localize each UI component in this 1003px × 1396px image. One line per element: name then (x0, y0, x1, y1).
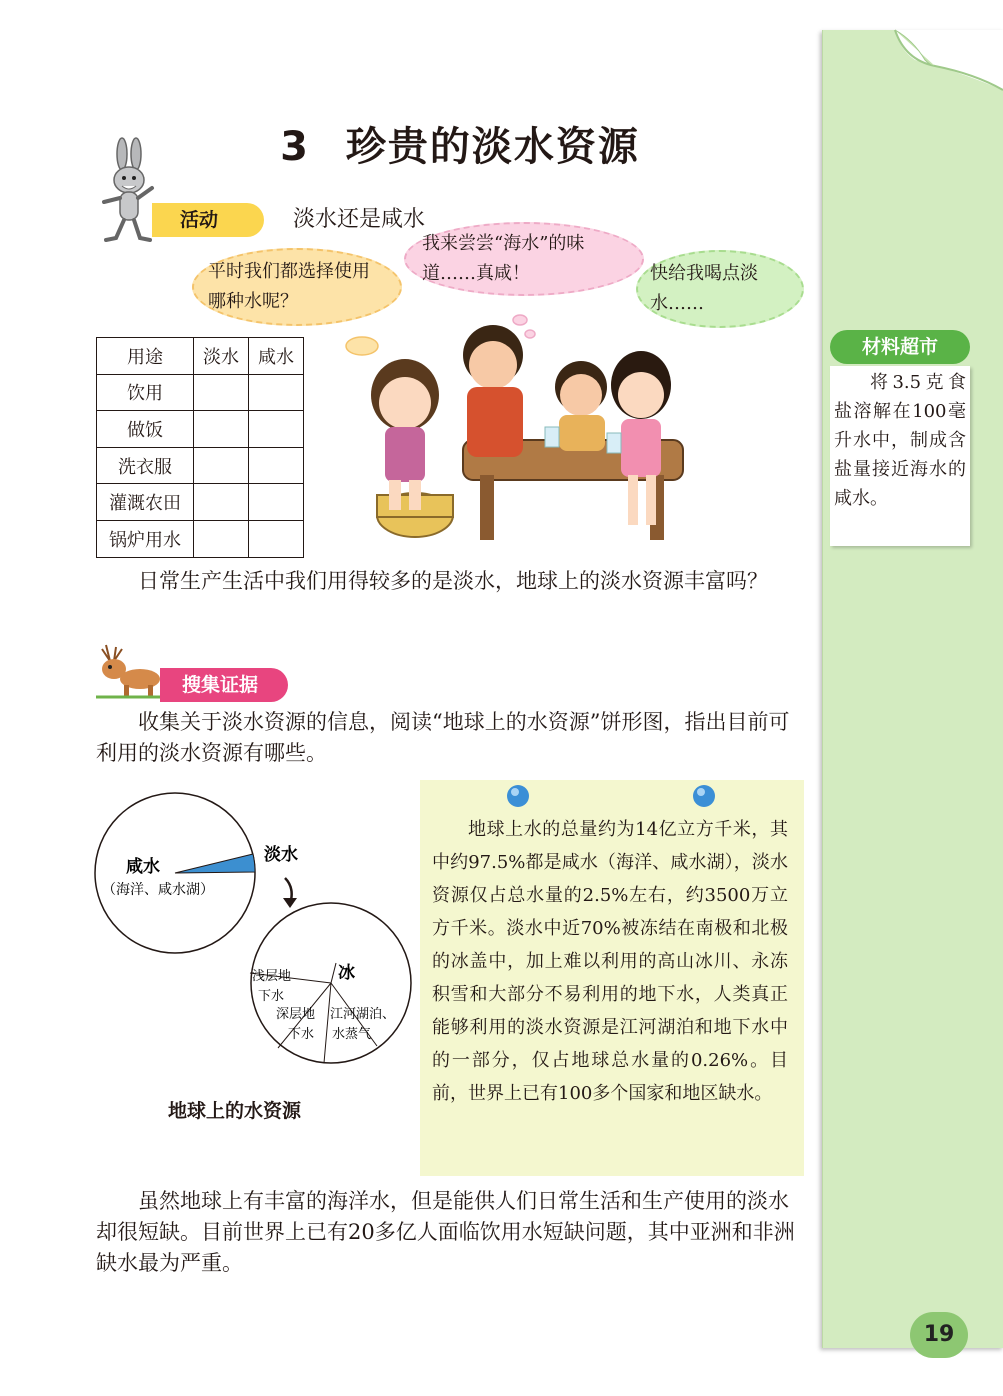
children-tasting-water-illustration (345, 315, 715, 550)
rivers-label: 水蒸气 (332, 1027, 372, 1042)
table-row (97, 447, 304, 484)
activity-name: 淡水还是咸水 (293, 207, 426, 232)
shallow-groundwater-label: 浅层地 (252, 969, 292, 984)
shallow-groundwater-label: 下水 (258, 989, 285, 1004)
table-cell-fresh[interactable] (194, 520, 249, 557)
rabbit-mascot-icon (100, 140, 160, 245)
page-title (140, 115, 780, 172)
table-cell-fresh[interactable] (194, 484, 249, 521)
table-cell-salt[interactable] (249, 374, 304, 411)
page-number: 19 (910, 1312, 968, 1358)
material-tag: 材料超市 (830, 330, 970, 364)
table-cell-usage: 锅炉用水 (97, 520, 194, 557)
table-row (97, 411, 304, 448)
lesson-title: 珍贵的淡水资源 (345, 124, 640, 170)
water-resources-pie-diagram (90, 788, 420, 1068)
thought-bubble-question: 平时我们都选择使用哪种水呢？ (192, 248, 402, 326)
table-header-row (97, 338, 304, 375)
evidence-tag: 搜集证据 (160, 668, 288, 702)
table-header: 淡水 (194, 338, 249, 375)
intro-paragraph: 日常生产生活中我们用得较多的是淡水，地球上的淡水资源丰富吗？ (138, 569, 768, 593)
table-row (97, 520, 304, 557)
rivers-label: 江河湖泊、 (330, 1007, 396, 1022)
table-header: 用途 (97, 338, 194, 375)
lesson-number: 3 (280, 124, 310, 170)
pie-caption: 地球上的水资源 (168, 1100, 302, 1122)
ice-label: 冰 (338, 963, 355, 983)
conclusion-paragraph: 虽然地球上有丰富的海洋水，但是能供人们日常生活和生产使用的淡水却很短缺。目前世界上已有20多亿人面临饮用水短缺问题，其中亚洲和非洲缺水最为严重。 (96, 1189, 795, 1275)
table-cell-usage: 洗衣服 (97, 447, 194, 484)
table-cell-fresh[interactable] (194, 447, 249, 484)
water-usage-table (96, 337, 304, 558)
table-cell-salt[interactable] (249, 411, 304, 448)
table-cell-usage: 做饭 (97, 411, 194, 448)
table-cell-fresh[interactable] (194, 411, 249, 448)
material-text: 将3.5克食盐溶解在100毫升水中，制成含盐量接近海水的咸水。 (834, 372, 966, 509)
info-text: 地球上水的总量约为14亿立方千米，其中约97.5%都是咸水（海洋、咸水湖），淡水资源仅占总水量的2.5%左右，约3500万立方千米。淡水中近70%被冻结在南极和北极的冰盖中，加上难以利用的高山冰川、永冻积雪和大部分不易利用的地下水，人类真正能够利用的淡水资源是江河湖泊和地下水中的一部分，仅占地球总水量的0.26%。目前，世界上已有100多个国家和地区缺水。 (432, 819, 788, 1104)
thought-bubble-freshwater: 快给我喝点淡水…… (636, 250, 804, 328)
table-header: 咸水 (249, 338, 304, 375)
evidence-paragraph: 收集关于淡水资源的信息，阅读“地球上的水资源”饼形图，指出目前可利用的淡水资源有哪些。 (96, 710, 790, 765)
arrowhead-icon (283, 898, 297, 908)
deep-groundwater-label: 下水 (288, 1027, 315, 1042)
table-cell-salt[interactable] (249, 520, 304, 557)
saltwater-label: 咸水 (126, 857, 160, 877)
activity-tag: 活动 (152, 203, 264, 237)
table-row (97, 374, 304, 411)
table-cell-usage: 饮用 (97, 374, 194, 411)
deer-mascot-icon (96, 643, 166, 698)
saltwater-sub-label: （海洋、咸水湖） (102, 882, 214, 898)
globe-icon (507, 785, 529, 807)
table-cell-salt[interactable] (249, 447, 304, 484)
margin-sidebar (822, 30, 1003, 1348)
freshwater-label: 淡水 (264, 845, 298, 865)
table-cell-salt[interactable] (249, 484, 304, 521)
thought-bubble-seawater: 我来尝尝“海水”的味道……真咸！ (404, 222, 644, 296)
globe-icons (506, 784, 716, 808)
table-cell-fresh[interactable] (194, 374, 249, 411)
table-cell-usage: 灌溉农田 (97, 484, 194, 521)
page-curl-decoration (895, 30, 1003, 90)
globe-icon (693, 785, 715, 807)
deep-groundwater-label: 深层地 (276, 1007, 316, 1022)
table-row (97, 484, 304, 521)
